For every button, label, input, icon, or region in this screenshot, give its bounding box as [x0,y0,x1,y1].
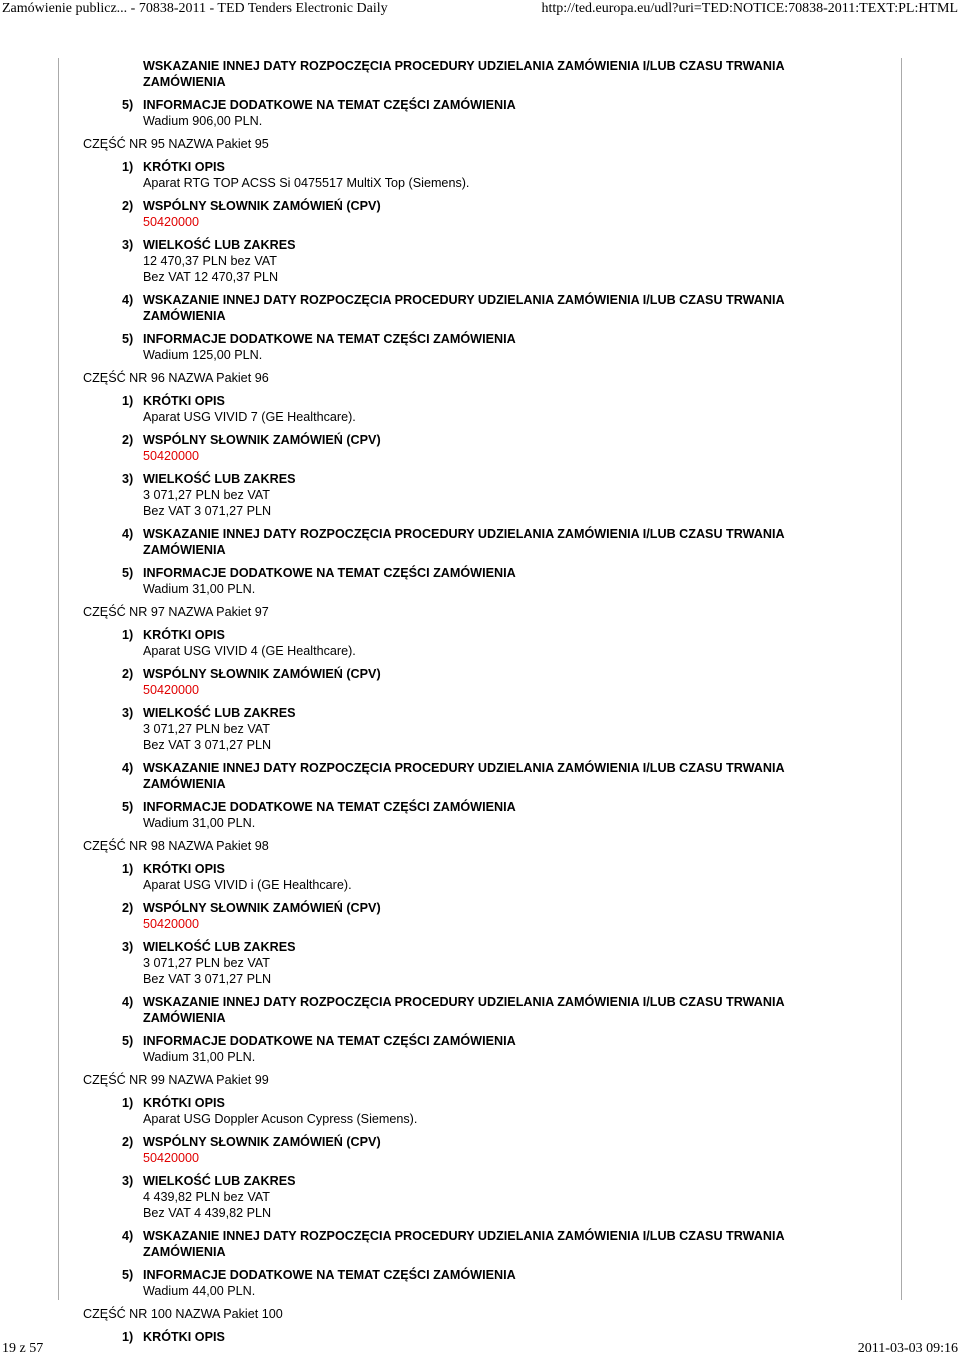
net-text: Bez VAT 3 071,27 PLN [143,504,272,518]
size-heading: 3) WIELKOŚĆ LUB ZAKRES [122,706,296,720]
date-heading-cont: ZAMÓWIENIA [143,1245,226,1259]
size-heading: 3) WIELKOŚĆ LUB ZAKRES [122,1174,296,1188]
date-heading-cont: ZAMÓWIENIA [143,1011,226,1025]
cpv-heading: 2) WSPÓLNY SŁOWNIK ZAMÓWIEŃ (CPV) [122,667,381,681]
date-heading: 4) WSKAZANIE INNEJ DATY ROZPOCZĘCIA PROCEDURY UDZIELANIA ZAMÓWIENIA I/LUB CZASU TRWANIA [122,527,785,541]
page-title: Zamówienie publicz... - 70838-2011 - TED Tenders Electronic Daily [2,1,388,16]
date-heading: 4) WSKAZANIE INNEJ DATY ROZPOCZĘCIA PROCEDURY UDZIELANIA ZAMÓWIENIA I/LUB CZASU TRWANIA [122,761,785,775]
info-heading: 5) INFORMACJE DODATKOWE NA TEMAT CZĘŚCI ZAMÓWIENIA [122,1034,516,1048]
date-heading: 4) WSKAZANIE INNEJ DATY ROZPOCZĘCIA PROCEDURY UDZIELANIA ZAMÓWIENIA I/LUB CZASU TRWANIA [122,293,785,307]
parts-list [83,136,883,1306]
part-heading: CZĘŚĆ NR 98 NAZWA Pakiet 98 [83,839,269,853]
net-text: Bez VAT 3 071,27 PLN [143,972,272,986]
part-section [83,136,883,370]
info-heading: 5) INFORMACJE DODATKOWE NA TEMAT CZĘŚCI ZAMÓWIENIA [122,566,516,580]
size-text: 3 071,27 PLN bez VAT [143,956,270,970]
page-url: http://ted.europa.eu/udl?uri=TED:NOTICE:70838-2011:TEXT:PL:HTML [541,1,958,16]
size-heading: 3) WIELKOŚĆ LUB ZAKRES [122,238,296,252]
desc-text: Aparat USG Doppler Acuson Cypress (Siemens). [143,1112,418,1126]
browser-print-footer [0,1340,960,1357]
part-section [83,838,883,1072]
desc-heading: 1) KRÓTKI OPIS [122,1330,225,1344]
wadium-text: Wadium 31,00 PLN. [143,582,256,596]
part-heading: CZĘŚĆ NR 95 NAZWA Pakiet 95 [83,137,269,151]
info-heading: 5) INFORMACJE DODATKOWE NA TEMAT CZĘŚCI ZAMÓWIENIA [122,1268,516,1282]
cpv-heading: 2) WSPÓLNY SŁOWNIK ZAMÓWIEŃ (CPV) [122,1135,381,1149]
net-text: Bez VAT 3 071,27 PLN [143,738,272,752]
desc-heading: 1) KRÓTKI OPIS [122,394,225,408]
wadium-text: Wadium 125,00 PLN. [143,348,263,362]
size-text: 12 470,37 PLN bez VAT [143,254,277,268]
page-number: 19 z 57 [2,1341,44,1356]
notice-body [83,58,883,1345]
size-text: 4 439,82 PLN bez VAT [143,1190,270,1204]
size-heading: 3) WIELKOŚĆ LUB ZAKRES [122,472,296,486]
desc-heading: 1) KRÓTKI OPIS [122,160,225,174]
cpv-code: 50420000 [143,215,200,229]
browser-print-header [0,0,960,18]
cpv-code: 50420000 [143,449,200,463]
cpv-heading: 2) WSPÓLNY SŁOWNIK ZAMÓWIEŃ (CPV) [122,199,381,213]
desc-heading: 1) KRÓTKI OPIS [122,628,225,642]
date-label: WSKAZANIE INNEJ DATY ROZPOCZĘCIA PROCEDURY UDZIELANIA ZAMÓWIENIA I/LUB CZASU TRWANIA [143,59,785,73]
wadium-text: Wadium 906,00 PLN. [143,114,263,128]
date-heading-cont: ZAMÓWIENIA [143,777,226,791]
date-heading-cont: ZAMÓWIENIA [143,543,226,557]
part-heading: CZĘŚĆ NR 99 NAZWA Pakiet 99 [83,1073,269,1087]
part-section [83,604,883,838]
wadium-text: Wadium 44,00 PLN. [143,1284,256,1298]
cpv-code: 50420000 [143,1151,200,1165]
net-text: Bez VAT 12 470,37 PLN [143,270,279,284]
cpv-heading: 2) WSPÓLNY SŁOWNIK ZAMÓWIEŃ (CPV) [122,433,381,447]
desc-text: Aparat RTG TOP ACSS Si 0475517 MultiX Top (Siemens). [143,176,470,190]
desc-text: Aparat USG VIVID 4 (GE Healthcare). [143,644,356,658]
part-section [83,1072,883,1306]
info-heading: 5) INFORMACJE DODATKOWE NA TEMAT CZĘŚCI ZAMÓWIENIA [122,332,516,346]
part-heading: CZĘŚĆ NR 100 NAZWA Pakiet 100 [83,1307,283,1321]
desc-text: Aparat USG VIVID 7 (GE Healthcare). [143,410,356,424]
date-label-cont: ZAMÓWIENIA [143,75,226,89]
size-text: 3 071,27 PLN bez VAT [143,488,270,502]
info-heading: 5) INFORMACJE DODATKOWE NA TEMAT CZĘŚCI ZAMÓWIENIA [122,800,516,814]
date-heading: 4) WSKAZANIE INNEJ DATY ROZPOCZĘCIA PROCEDURY UDZIELANIA ZAMÓWIENIA I/LUB CZASU TRWANIA [122,995,785,1009]
wadium-text: Wadium 31,00 PLN. [143,816,256,830]
info-heading: 5) INFORMACJE DODATKOWE NA TEMAT CZĘŚCI ZAMÓWIENIA [122,98,516,112]
size-heading: 3) WIELKOŚĆ LUB ZAKRES [122,940,296,954]
desc-text: Aparat USG VIVID i (GE Healthcare). [143,878,352,892]
part-heading: CZĘŚĆ NR 96 NAZWA Pakiet 96 [83,371,269,385]
cpv-heading: 2) WSPÓLNY SŁOWNIK ZAMÓWIEŃ (CPV) [122,901,381,915]
part-heading: CZĘŚĆ NR 97 NAZWA Pakiet 97 [83,605,269,619]
date-heading-cont: ZAMÓWIENIA [143,309,226,323]
part-section [83,370,883,604]
desc-heading: 1) KRÓTKI OPIS [122,862,225,876]
net-text: Bez VAT 4 439,82 PLN [143,1206,272,1220]
size-text: 3 071,27 PLN bez VAT [143,722,270,736]
wadium-text: Wadium 31,00 PLN. [143,1050,256,1064]
date-heading: 4) WSKAZANIE INNEJ DATY ROZPOCZĘCIA PROCEDURY UDZIELANIA ZAMÓWIENIA I/LUB CZASU TRWANIA [122,1229,785,1243]
desc-heading: 1) KRÓTKI OPIS [122,1096,225,1110]
cpv-code: 50420000 [143,917,200,931]
cpv-code: 50420000 [143,683,200,697]
print-timestamp: 2011-03-03 09:16 [857,1341,958,1356]
